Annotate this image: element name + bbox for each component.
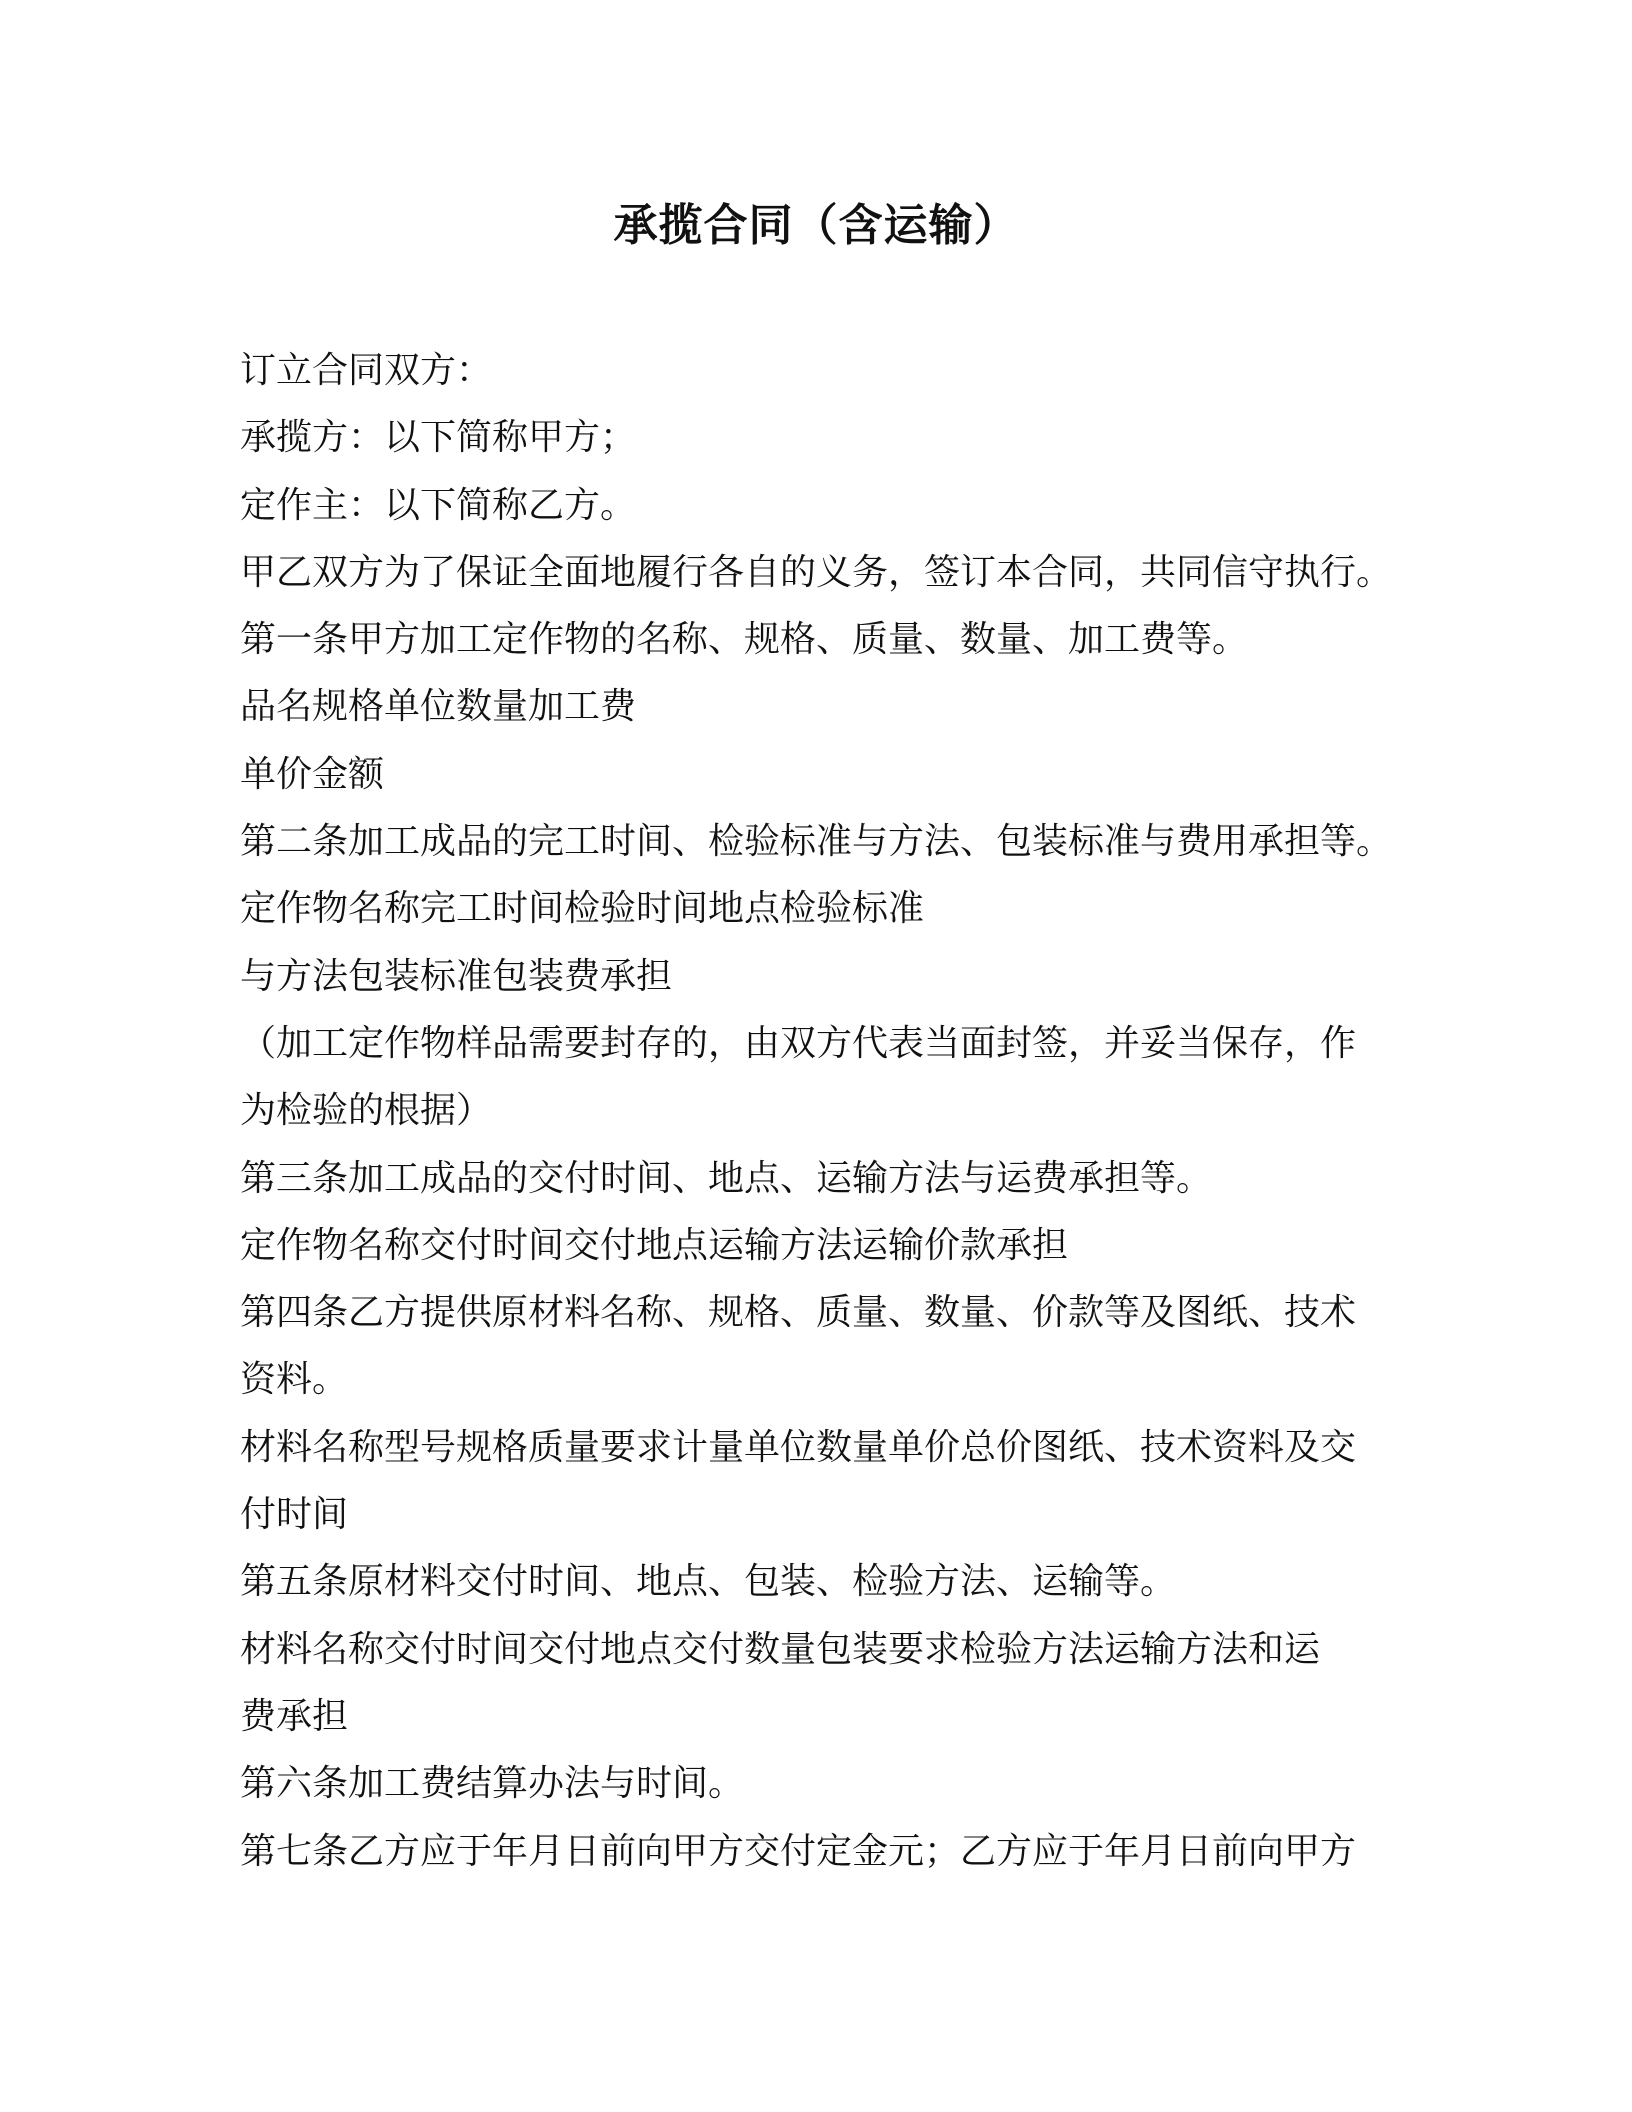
document-body — [240, 337, 1393, 1885]
body-line: 单价金额 — [240, 753, 385, 795]
body-line: 定作物名称完工时间检验时间地点检验标准 — [240, 888, 925, 930]
body-line: 材料名称交付时间交付地点交付数量包装要求检验方法运输方法和运 — [240, 1628, 1321, 1670]
body-line: 承揽方：以下简称甲方； — [240, 417, 637, 459]
body-line: 材料名称型号规格质量要求计量单位数量单价总价图纸、技术资料及交 — [240, 1426, 1357, 1468]
body-line: 甲乙双方为了保证全面地履行各自的义务，签订本合同，共同信守执行。 — [240, 551, 1393, 593]
body-line: 第六条加工费结算办法与时间。 — [240, 1763, 745, 1805]
body-line: 第七条乙方应于年月日前向甲方交付定金元；乙方应于年月日前向甲方 — [240, 1830, 1357, 1872]
body-line: 与方法包装标准包装费承担 — [240, 955, 673, 997]
body-line: 为检验的根据） — [240, 1090, 493, 1132]
body-line: 订立合同双方： — [240, 350, 493, 391]
body-line: 付时间 — [240, 1494, 349, 1536]
body-line: 定作主：以下简称乙方。 — [240, 484, 637, 526]
body-line: 资料。 — [240, 1359, 349, 1401]
body-line: 费承担 — [240, 1695, 349, 1737]
body-line: 第五条原材料交付时间、地点、包装、检验方法、运输等。 — [240, 1561, 1177, 1603]
body-line: 第一条甲方加工定作物的名称、规格、质量、数量、加工费等。 — [240, 619, 1249, 661]
body-line: 第四条乙方提供原材料名称、规格、质量、数量、价款等及图纸、技术 — [240, 1292, 1357, 1334]
body-line: （加工定作物样品需要封存的，由双方代表当面封签，并妥当保存，作 — [240, 1022, 1357, 1064]
body-line: 第三条加工成品的交付时间、地点、运输方法与运费承担等。 — [240, 1157, 1213, 1199]
body-line: 定作物名称交付时间交付地点运输方法运输价款承担 — [240, 1224, 1069, 1266]
body-line: 品名规格单位数量加工费 — [240, 686, 637, 728]
document-title: 承揽合同（含运输） — [613, 200, 1019, 251]
body-line: 第二条加工成品的完工时间、检验标准与方法、包装标准与费用承担等。 — [240, 821, 1393, 863]
